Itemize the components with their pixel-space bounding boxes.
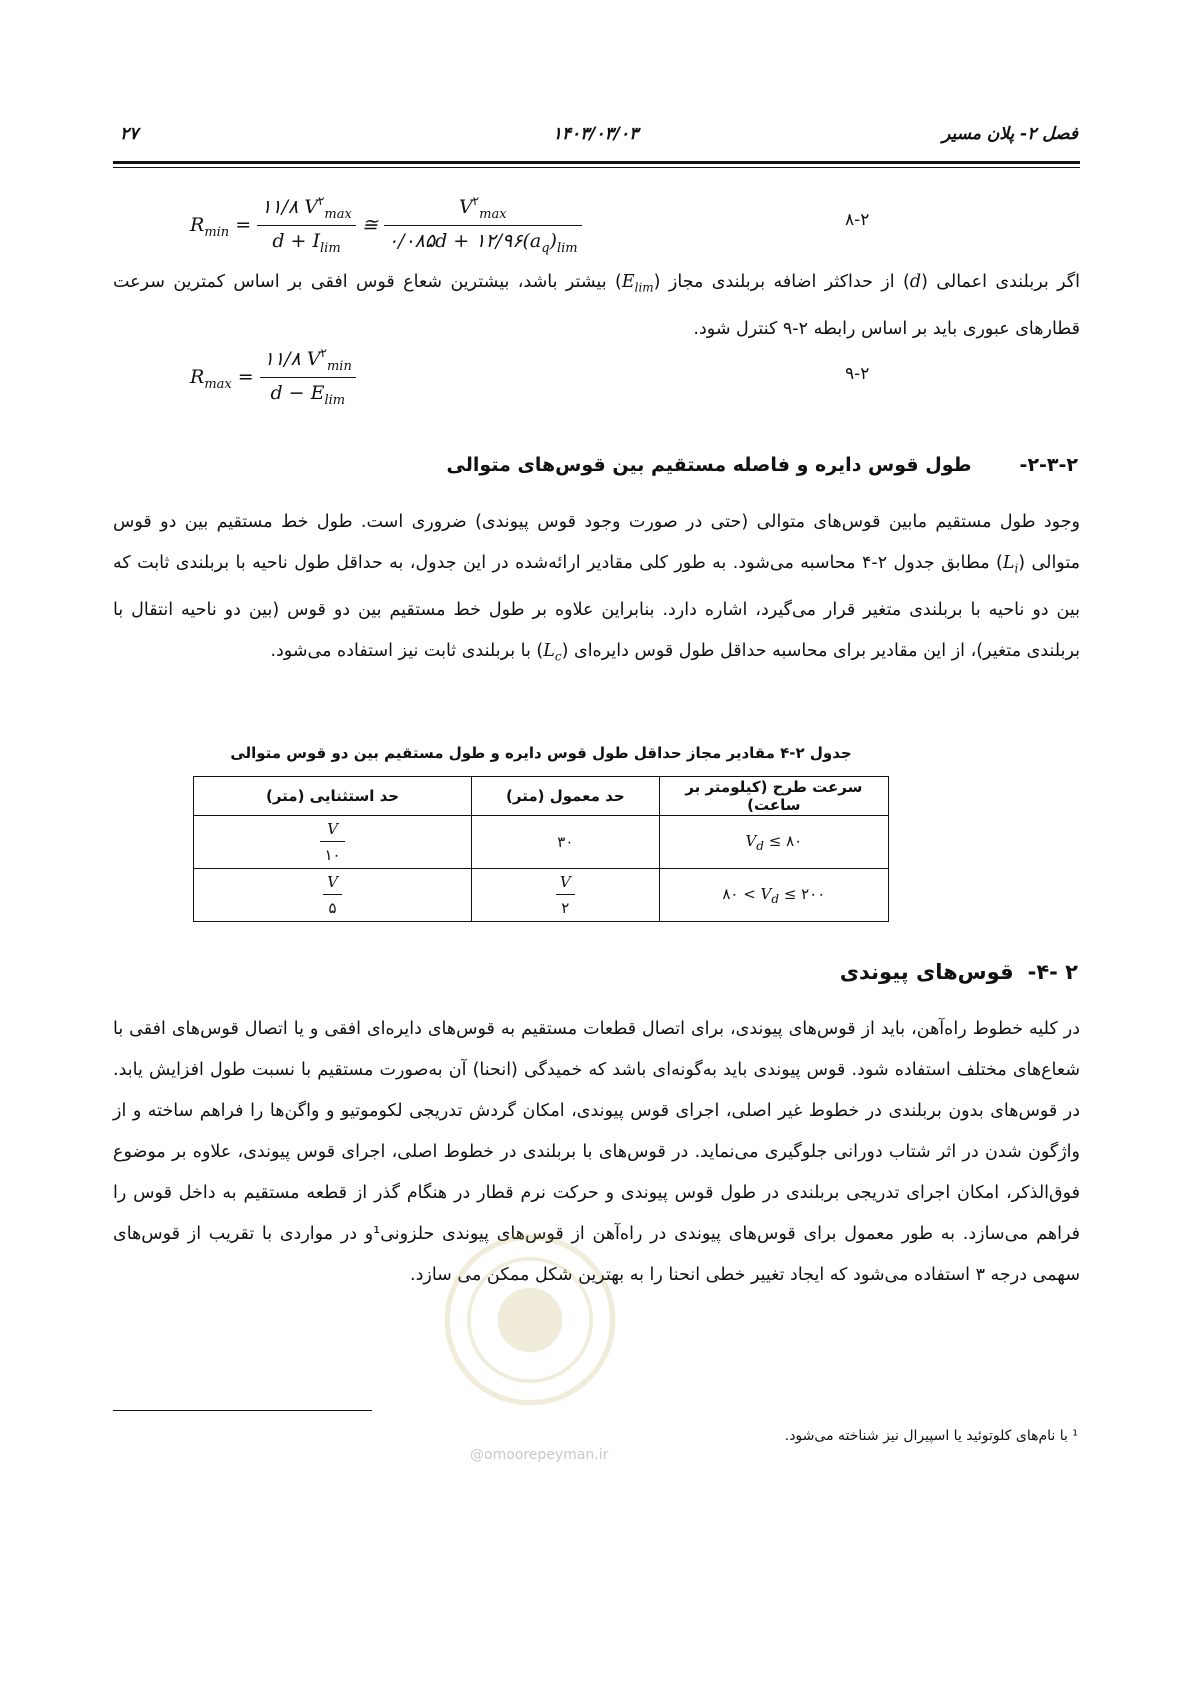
header-normal-limit: حد معمول (متر) (472, 777, 660, 816)
eq9-fraction: $\frac{۱۱/۸ V^۲_{min}}{d - E_{lim}}$ (260, 348, 356, 408)
cell-normal: ۳۰ (472, 816, 660, 869)
eq8-fraction-1: $\frac{۱۱/۸ V^۲_{max}}{d + I_{lim}}$ (257, 196, 356, 256)
section-heading-2-4 (840, 960, 1078, 984)
header-design-speed: سرعت طرح (کیلومتر بر ساعت) (659, 777, 888, 816)
cell-speed: ۸۰ < $V_d$ ≤ ۲۰۰ (659, 869, 888, 922)
cell-exceptional: $\frac{V}{۱۰}$ (194, 816, 472, 869)
footnote-rule (113, 1410, 372, 1411)
eq8-approx: ≅ (361, 213, 378, 236)
watermark-seal-icon (440, 1230, 620, 1410)
paragraph-straight-length: وجود طول مستقیم مابین قوس‌های متوالی (حتی در صورت وجود قوس پیوندی) ضروری است. طول خط مستقیم بین دو قوس متوالی $(L_i)$ مطابق جدول ۲-۴ محاسبه می‌شود. به طور کلی مقادیر ارائه‌شده در این جدول، به حداقل طول ناحیه با بربلندی ثابت که بین دو ناحیه با بربلندی متغیر قرار می‌گیرد، اشاره دارد. بنابراین علاوه بر طول خط مستقیم بین دو قوس (بین دو ناحیه انتقال با بربلندی متغیر)، از این مقادیر برای محاسبه حداقل طول قوس دایره‌ای $(L_c)$ با بربلندی ثابت نیز استفاده می‌شود. (113, 512, 1080, 663)
section-title: طول قوس دایره و فاصله مستقیم بین قوس‌های متوالی (446, 454, 972, 476)
paragraph-emax-condition: اگر بربلندی اعمالی (d) از حداکثر اضافه بربلندی مجاز $(E_{lim})$ بیشتر باشد، بیشترین شعاع قوس افقی بر اساس کمترین سرعت قطارهای عبوری باید بر اساس رابطه ۲-۹ کنترل شود. (113, 272, 1081, 339)
footnote: ¹ با نام‌های کلوتوئید یا اسپیرال نیز شناخته می‌شود. (784, 1428, 1078, 1444)
equation-number-9-2: ۹-۲ (845, 364, 870, 384)
paragraph-transition-curves: در کلیه خطوط راه‌آهن، باید از قوس‌های پیوندی، برای اتصال قطعات مستقیم به قوس‌های دایره‌ای افقی و یا اتصال قوس‌های افقی با شعاع‌های مختلف استفاده شود. قوس پیوندی باید به‌گونه‌ای باشد که خمیدگی (انحنا) آن به‌صورت مستقیم با نسبت طول افزایش یابد. در قوس‌های بدون بربلندی در خطوط غیر اصلی، اجرای قوس پیوندی، امکان گردش تدریجی لکوموتیو و واگن‌ها را فراهم ساخته و از واژگون شدن در اثر شتاب دورانی جلوگیری می‌نماید. در قوس‌های با بربلندی در خطوط اصلی، اجرای قوس پیوندی، علاوه بر موضوع فوق‌الذکر، امکان اجرای تدریجی بربلندی در طول قوس پیوندی و حرکت نرم قطار در هنگام گذر از قطعه مستقیم به داخل قوس را فراهم می‌سازد. به طور معمول برای قوس‌های پیوندی در راه‌آهن از قوس‌های پیوندی حلزونی¹و در مواردی با تقریب از قوس‌های سهمی درجه ۳ استفاده می‌شود که ایجاد تغییر خطی انحنا را به بهترین شکل ممکن می سازد. (113, 1019, 1080, 1285)
header-rule (113, 161, 1080, 164)
arc-length-table (193, 776, 889, 922)
header-exceptional-limit: حد استثنایی (متر) (194, 777, 472, 816)
eq8-lhs: $R_{min}$ = (190, 213, 252, 240)
cell-speed: $V_d$ ≤ ۸۰ (659, 816, 888, 869)
table-caption: جدول ۲-۴ مقادیر مجاز حداقل طول قوس دایره و طول مستقیم بین دو قوس متوالی (230, 744, 852, 762)
equation-number-8-2: ۸-۲ (845, 210, 870, 230)
header-rule-thin (113, 167, 1080, 168)
equation-8-2 (190, 196, 582, 256)
chapter-title: فصل ۲- پلان مسیر (942, 124, 1078, 144)
table-row (194, 816, 889, 869)
section-number: ۲-۳-۲- (1019, 454, 1078, 476)
cell-normal: $\frac{V}{۲}$ (472, 869, 660, 922)
section-heading-2-3-2 (447, 454, 1078, 476)
watermark-url: @omoorepeyman.ir (470, 1447, 609, 1463)
page-number: ۲۷ (120, 124, 139, 144)
section-number: ۲ -۴- (1027, 960, 1078, 984)
section-title: قوس‌های پیوندی (839, 960, 1014, 984)
table-header-row (194, 777, 889, 816)
header-date: ۱۴۰۳/۰۳/۰۳ (552, 124, 639, 144)
eq8-fraction-2: $\frac{V^۲_{max}}{۰/۰۸۵d + ۱۲/۹۶(a_q)_{lim}}$ (384, 196, 582, 256)
eq9-lhs: $R_{max}$ = (190, 365, 254, 392)
equation-9-2 (190, 348, 356, 408)
table-row (194, 869, 889, 922)
cell-exceptional: $\frac{V}{۵}$ (194, 869, 472, 922)
